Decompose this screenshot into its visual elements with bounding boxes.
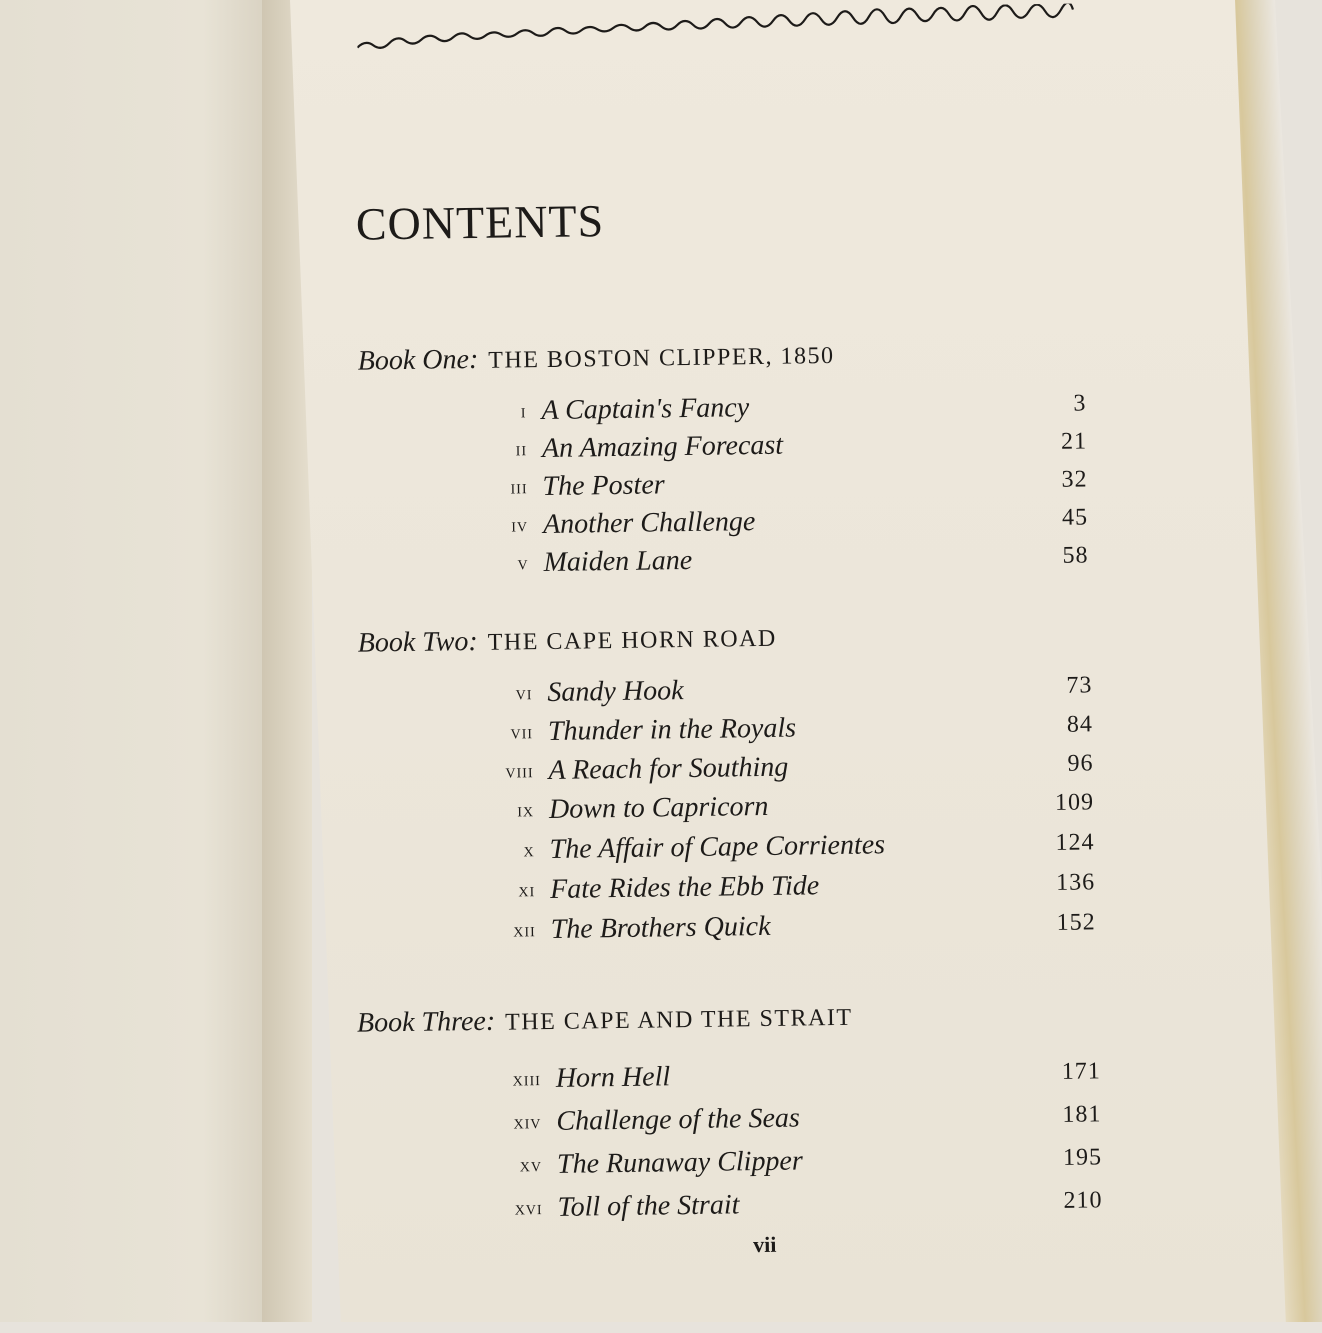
- chapter-title: Down to Capricorn: [548, 790, 769, 825]
- page-number: 3: [1073, 390, 1087, 417]
- chapter-numeral: vii: [510, 721, 534, 744]
- chapter-numeral: x: [523, 839, 535, 862]
- chapter-title: Sandy Hook: [547, 675, 684, 708]
- page-title: CONTENTS: [355, 195, 605, 250]
- page-number: 124: [1055, 829, 1095, 856]
- chapter-numeral: iii: [510, 476, 528, 499]
- wave-ornament: [357, 4, 1077, 54]
- chapter-title: Thunder in the Royals: [547, 712, 797, 747]
- chapter-numeral: xv: [519, 1154, 543, 1177]
- page-number: 109: [1054, 789, 1095, 816]
- toc-entry: [461, 1049, 1101, 1098]
- page-number: 171: [1061, 1058, 1101, 1085]
- chapter-title: Maiden Lane: [543, 544, 693, 579]
- page-number: 73: [1066, 672, 1093, 699]
- page-number: 84: [1066, 711, 1094, 738]
- toc-entry: [448, 533, 1088, 582]
- page-number: 152: [1056, 909, 1096, 936]
- chapter-title: The Runaway Clipper: [556, 1145, 803, 1180]
- chapter-title: Horn Hell: [555, 1061, 671, 1094]
- chapter-title: Challenge of the Seas: [556, 1102, 801, 1137]
- toc-entry: [462, 1178, 1102, 1227]
- chapter-numeral: ii: [515, 438, 528, 461]
- chapter-numeral: xi: [518, 879, 536, 902]
- chapter-title: Toll of the Strait: [557, 1189, 740, 1223]
- chapter-numeral: iv: [511, 514, 529, 537]
- book-label: Book Three:: [356, 1005, 496, 1039]
- page-number: 210: [1063, 1187, 1103, 1214]
- chapter-numeral: xii: [513, 919, 536, 942]
- book-two-heading: [358, 622, 777, 660]
- page-number: 32: [1061, 466, 1088, 493]
- book-label: Book One:: [357, 343, 479, 377]
- page-number: 136: [1055, 869, 1096, 896]
- page-number: 195: [1062, 1144, 1103, 1171]
- book-three-heading: [357, 1001, 853, 1040]
- page-number: 21: [1060, 428, 1088, 455]
- chapter-numeral: i: [520, 400, 527, 423]
- toc-entry: [461, 1092, 1101, 1141]
- chapter-title: Another Challenge: [542, 506, 756, 541]
- toc-entry: [462, 1135, 1102, 1184]
- chapter-title: The Brothers Quick: [550, 910, 771, 945]
- chapter-numeral: viii: [505, 760, 534, 783]
- chapter-numeral: xvi: [514, 1197, 543, 1220]
- page-number: 181: [1062, 1101, 1102, 1128]
- chapter-title: The Affair of Cape Corrientes: [549, 829, 886, 865]
- chapter-title: An Amazing Forecast: [541, 429, 784, 465]
- page-number: 96: [1067, 750, 1094, 777]
- page-number: 58: [1062, 542, 1089, 569]
- chapter-numeral: v: [517, 552, 529, 575]
- page-number: 45: [1061, 504, 1089, 531]
- book-name: THE BOSTON CLIPPER, 1850: [488, 342, 835, 374]
- book-name: THE CAPE AND THE STRAIT: [504, 1004, 853, 1036]
- chapter-title: A Captain's Fancy: [541, 392, 750, 427]
- chapter-numeral: ix: [517, 799, 535, 822]
- chapter-title: The Poster: [542, 469, 665, 503]
- chapter-title: Fate Rides the Ebb Tide: [549, 870, 820, 905]
- chapter-numeral: xiv: [513, 1111, 542, 1134]
- chapter-numeral: vi: [515, 682, 533, 705]
- chapter-title: A Reach for Southing: [548, 751, 789, 786]
- toc-entry: [455, 900, 1095, 949]
- book-name: THE CAPE HORN ROAD: [487, 625, 777, 656]
- chapter-numeral: xiii: [512, 1068, 541, 1091]
- book-one-heading: [358, 339, 835, 378]
- book-label: Book Two:: [357, 625, 478, 659]
- page-folio: vii: [752, 1231, 777, 1258]
